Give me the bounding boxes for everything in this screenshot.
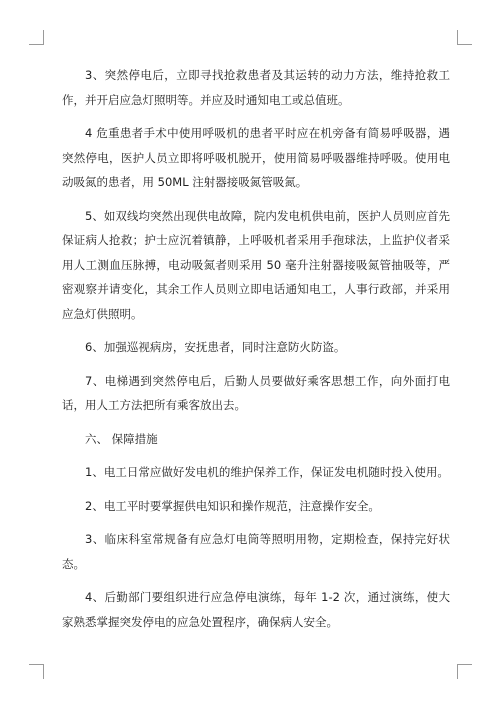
crop-mark-top-left [29, 30, 44, 45]
paragraph-item-4: 4 危重患者手术中使用呼吸机的患者平时应在机旁备有简易呼吸器，遇突然停电，医护人员立即将呼吸机脱开，使用简易呼吸器维持呼吸。使用电动吸氮的患者，用 50ML 注射器接吸氮管吸氮。 [62, 126, 450, 189]
measure-item-1: 1、电工日常应做好发电机的维护保养工作，保证发电机随时投入使用。 [85, 465, 449, 479]
crop-mark-bottom-right [457, 664, 472, 679]
measure-item-2: 2、电工平时要掌握供电知识和操作规范，注意操作安全。 [85, 498, 380, 513]
measure-item-3: 3、临床科室常规备有应急灯电筒等照明用物，定期检查，保持完好状态。 [62, 532, 450, 571]
section-heading: 六、 保障措施 [85, 431, 158, 446]
paragraph-item-5: 5、如双线均突然出现供电故障，院内发电机供电前，医护人员则应首先保证病人抢救；护士应沉着镇静，上呼吸机者采用手孢球法，上监护仪者采用人工测血压脉搏，电动吸氮者则采用 50 毫升注射器接吸氮管抽吸等，严密观察并请变化，其余工作人员则立即电话通知电工，人事行政部，并采用应急灯供照明。 [62, 208, 450, 321]
crop-mark-top-right [457, 30, 472, 45]
paragraph-item-3: 3、突然停电后，立即寻找抢救患者及其运转的动力方法，维持抢救工作，并开启应急灯照明等。并应及时通知电工或总值班。 [62, 68, 450, 107]
crop-mark-bottom-left [29, 664, 44, 679]
measure-item-4: 4、后勤部门要组织进行应急停电演练，每年 1-2 次，通过演练，使大家熟悉掌握突发停电的应急处置程序，确保病人安全。 [62, 590, 450, 629]
document-body [62, 63, 450, 643]
paragraph-item-7: 7、电梯遇到突然停电后，后勤人员要做好乘客思想工作，向外面打电话，用人工方法把所有乘客放出去。 [62, 373, 450, 412]
paragraph-item-6: 6、加强巡视病房，安抚患者，同时注意防火防盗。 [85, 340, 346, 354]
